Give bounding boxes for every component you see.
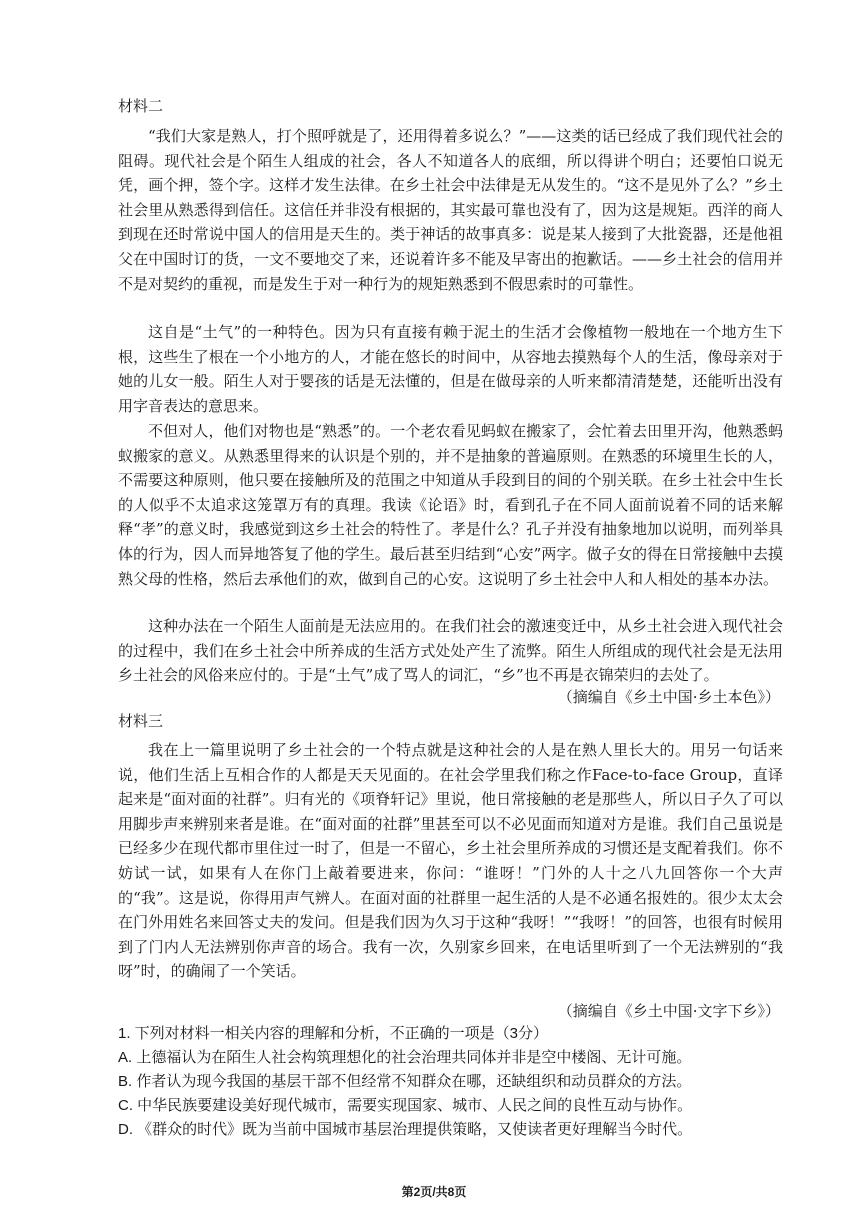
material2-paragraph-1: “我们大家是熟人，打个照呼就是了，还用得着多说么？”——这类的话已经成了我们现代社会的阻碍。现代社会是个陌生人组成的社会，各人不知道各人的底细，所以得讲个明白；还要怕口说无凭，画个押，签个字。这样才发生法律。在乡土社会中法律是无从发生的。“这不是见外了么？”乡土社会里从熟悉得到信任。这信任并非没有根据的，其实最可靠也没有了，因为这是规矩。西洋的商人到现在还时常说中国人的信用是天生的。类于神话的故事真多：说是某人接到了大批瓷器，还是他祖父在中国时订的货，一文不要地交了来，还说着许多不能及早寄出的抱歉话。——乡土社会的信用并不是对契约的重视，而是发生于对一种行为的规矩熟悉到不假思索时的可靠性。 — [118, 127, 783, 293]
material3-heading: 材料三 — [118, 712, 164, 730]
material2-paragraph-3: 不但对人，他们对物也是“熟悉”的。一个老农看见蚂蚁在搬家了，会忙着去田里开沟，他熟悉蚂蚁搬家的意义。从熟悉里得来的认识是个别的，并不是抽象的普遍原则。在熟悉的环境里生长的人，不需要这种原则，他只要在接触所及的范围之中知道从手段到目的间的个别关联。在乡土社会中生长的人似乎不太追求这笼罩万有的真理。我读《论语》时，看到孔子在不同人面前说着不同的话来解释“孝”的意义时，我感觉到这乡土社会的特性了。孝是什么？孔子并没有抽象地加以说明，而列举具体的行为，因人而异地答复了他的学生。最后甚至归结到“心安”两字。做子女的得在日常接触中去摸熟父母的性格，然后去承他们的欢，做到自己的心安。这说明了乡土社会中人和人相处的基本办法。 — [118, 422, 783, 588]
material2-source: （摘编自《乡土中国·乡土本色》） — [557, 688, 780, 706]
question-option-a: A. 上德福认为在陌生人社会构筑理想化的社会治理共同体并非是空中楼阁、无计可施。 — [118, 1049, 692, 1066]
question-option-c: C. 中华民族要建设美好现代城市，需要实现国家、城市、人民之间的良性互动与协作。 — [118, 1097, 693, 1114]
question-1 — [118, 1022, 798, 1142]
material2-paragraph-2: 这自是“土气”的一种特色。因为只有直接有赖于泥土的生活才会像植物一般地在一个地方生下根，这些生了根在一个小地方的人，才能在悠长的时间中，从容地去摸熟每个人的生活，像母亲对于她的儿女一般。陌生人对于婴孩的话是无法懂的，但是在做母亲的人听来都清清楚楚，还能听出没有用字音表达的意思来。 — [118, 323, 783, 415]
question-option-d: D. 《群众的时代》既为当前中国城市基层治理提供策略，又使读者更好理解当今时代。 — [118, 1121, 693, 1138]
material2-paragraph-4: 这种办法在一个陌生人面前是无法应用的。在我们社会的激速变迁中，从乡土社会进入现代社会的过程中，我们在乡土社会中所养成的生活方式处处产生了流弊。陌生人所组成的现代社会是无法用乡土社会的风俗来应付的。于是“土气”成了骂人的词汇，“乡”也不再是衣锦荣归的去处了。 — [118, 617, 783, 685]
material3-source: （摘编自《乡土中国·文字下乡》） — [557, 1002, 780, 1020]
page-footer: 第2页/共8页 — [401, 1185, 467, 1199]
question-option-b: B. 作者认为现今我国的基层干部不但经常不知群众在哪，还缺组织和动员群众的方法。 — [118, 1073, 692, 1090]
material3-paragraph-1: 我在上一篇里说明了乡土社会的一个特点就是这种社会的人是在熟人里长大的。用另一句话来说，他们生活上互相合作的人都是天天见面的。在社会学里我们称之作Face-to-face Group，直译起来是“面对面的社群”。归有光的《项脊轩记》里说，他日常接触的老是那些人，所以日子久了可以用脚步声来辨别来者是谁。在“面对面的社群”里甚至可以不必见面而知道对方是谁。我们自己虽说是已经多少在现代都市里住过一时了，但是一不留心，乡土社会里所养成的习惯还是支配着我们。你不妨试一试，如果有人在你门上敲着要进来，你问：“谁呀！”门外的人十之八九回答你一个大声的“我”。这是说，你得用声气辨人。在面对面的社群里一起生活的人是不必通名报姓的。很少太太会在门外用姓名来回答丈夫的发问。但是我们因为久习于这种“我呀！”“我呀！”的回答，也很有时候用到了门内人无法辨别你声音的场合。我有一次，久别家乡回来，在电话里听到了一个无法辨别的“我呀”时，的确闹了一个笑话。 — [118, 741, 783, 981]
question-stem: 1. 下列对材料一相关内容的理解和分析，不正确的一项是（3分） — [118, 1025, 549, 1042]
material2-heading: 材料二 — [118, 97, 164, 115]
